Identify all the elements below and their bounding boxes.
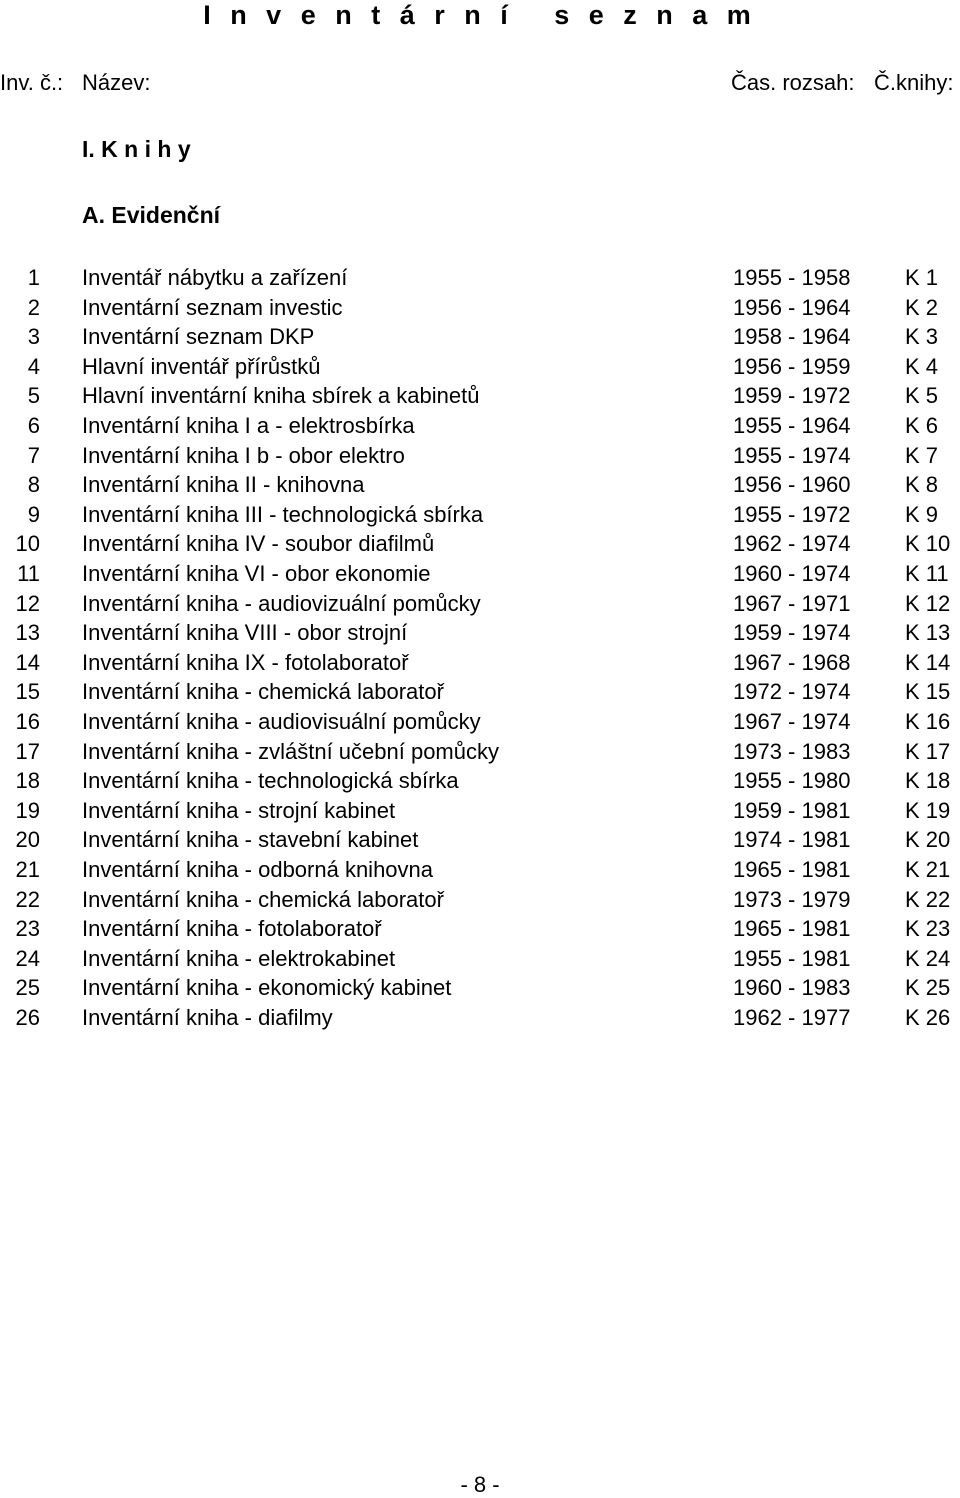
list-item [0, 1005, 960, 1035]
list-item [0, 472, 960, 502]
item-time-range: 1962 - 1977 [733, 1005, 851, 1030]
list-item [0, 739, 960, 769]
item-number: 17 [15, 738, 40, 764]
item-book-code: K 3 [905, 324, 939, 350]
list-item [0, 857, 960, 887]
item-number: 3 [27, 324, 40, 350]
page-title: I n v e n t á r n í s e z n a m [203, 0, 757, 30]
item-name: Inventární kniha - diafilmy [82, 1005, 333, 1030]
list-item [0, 709, 960, 739]
item-book-code: K 2 [905, 294, 939, 320]
item-book-code: K 11 [905, 561, 949, 586]
item-time-range: 1973 - 1979 [733, 886, 851, 912]
item-number: 5 [27, 383, 40, 409]
item-number: 1 [27, 265, 40, 290]
item-number: 19 [15, 797, 40, 823]
item-book-code: K 16 [905, 709, 951, 734]
item-number: 4 [27, 353, 40, 379]
item-number: 7 [27, 442, 40, 468]
list-item [0, 916, 960, 946]
list-item [0, 443, 960, 473]
item-name: Inventární kniha - chemická laboratoř [82, 679, 444, 705]
item-number: 25 [15, 975, 40, 1001]
item-book-code: K 20 [905, 827, 951, 853]
item-name: Inventární kniha - odborná knihovna [82, 857, 434, 882]
item-number: 12 [15, 590, 40, 616]
item-number: 16 [15, 709, 40, 734]
item-name: Inventární kniha VIII - obor strojní [82, 620, 408, 646]
item-time-range: 1955 - 1980 [733, 768, 851, 794]
item-book-code: K 17 [905, 738, 951, 764]
item-number: 14 [15, 649, 40, 675]
item-book-code: K 15 [905, 679, 951, 705]
item-time-range: 1973 - 1983 [733, 738, 851, 764]
item-book-code: K 26 [905, 1005, 951, 1030]
item-time-range: 1967 - 1971 [733, 590, 851, 616]
item-name: Inventární seznam DKP [82, 324, 315, 350]
item-name: Inventární kniha I a - elektrosbírka [82, 413, 415, 438]
item-number: 13 [15, 620, 40, 646]
item-name: Inventární seznam investic [82, 294, 343, 320]
item-book-code: K 5 [905, 383, 939, 409]
item-time-range: 1965 - 1981 [733, 857, 851, 882]
list-item [0, 620, 960, 650]
list-item [0, 591, 960, 621]
header-name: Název: [82, 70, 151, 95]
list-item [0, 650, 960, 680]
item-book-code: K 21 [905, 857, 951, 882]
page-number: - 8 - [460, 1472, 500, 1497]
list-item [0, 531, 960, 561]
item-time-range: 1972 - 1974 [733, 679, 851, 705]
list-item [0, 502, 960, 532]
list-item [0, 887, 960, 917]
list-item [0, 354, 960, 384]
list-item [0, 383, 960, 413]
item-name: Inventární kniha I b - obor elektro [82, 442, 405, 468]
item-name: Inventární kniha - strojní kabinet [82, 797, 396, 823]
item-name: Inventární kniha - audiovisuální pomůcky [82, 709, 481, 734]
list-item [0, 798, 960, 828]
subsection-heading: A. Evidenční [82, 202, 221, 228]
header-inv-number: Inv. č.: [0, 70, 64, 95]
item-time-range: 1959 - 1974 [733, 620, 851, 646]
item-number: 11 [17, 561, 40, 586]
item-time-range: 1959 - 1981 [733, 797, 851, 823]
item-time-range: 1955 - 1974 [733, 442, 851, 468]
item-number: 6 [27, 413, 40, 438]
item-book-code: K 13 [905, 620, 951, 646]
item-time-range: 1956 - 1960 [733, 472, 851, 498]
item-time-range: 1955 - 1958 [733, 265, 851, 290]
item-book-code: K 1 [905, 265, 939, 290]
item-time-range: 1974 - 1981 [733, 827, 851, 853]
item-time-range: 1955 - 1981 [733, 945, 851, 971]
item-book-code: K 19 [905, 797, 951, 823]
item-book-code: K 18 [905, 768, 951, 794]
item-book-code: K 7 [905, 442, 939, 468]
item-name: Hlavní inventární kniha sbírek a kabinetů [82, 383, 480, 409]
item-name: Inventární kniha - zvláštní učební pomůcky [82, 738, 499, 764]
list-item [0, 768, 960, 798]
item-time-range: 1960 - 1983 [733, 975, 851, 1001]
item-name: Inventární kniha - technologická sbírka [82, 768, 459, 794]
item-book-code: K 25 [905, 975, 951, 1001]
item-number: 26 [15, 1005, 40, 1030]
item-name: Inventární kniha VI - obor ekonomie [82, 561, 431, 586]
list-item [0, 265, 960, 295]
item-number: 8 [27, 472, 40, 498]
item-name: Inventární kniha - ekonomický kabinet [82, 975, 452, 1001]
item-time-range: 1967 - 1974 [733, 709, 851, 734]
item-name: Inventární kniha - stavební kabinet [82, 827, 419, 853]
item-time-range: 1956 - 1959 [733, 353, 851, 379]
item-time-range: 1965 - 1981 [733, 916, 851, 942]
header-book-number: Č.knihy: [874, 70, 954, 95]
item-number: 18 [15, 768, 40, 794]
item-number: 10 [15, 531, 40, 557]
item-time-range: 1962 - 1974 [733, 531, 851, 557]
item-number: 23 [15, 916, 40, 942]
item-time-range: 1956 - 1964 [733, 294, 851, 320]
item-number: 2 [27, 294, 40, 320]
item-time-range: 1959 - 1972 [733, 383, 851, 409]
list-item [0, 561, 960, 591]
header-time-range: Čas. rozsah: [731, 70, 855, 95]
item-name: Inventární kniha II - knihovna [82, 472, 365, 498]
item-time-range: 1955 - 1964 [733, 413, 851, 438]
item-book-code: K 12 [905, 590, 951, 616]
list-item [0, 679, 960, 709]
list-item [0, 946, 960, 976]
list-item [0, 295, 960, 325]
item-time-range: 1960 - 1974 [733, 561, 851, 586]
item-number: 20 [15, 827, 40, 853]
item-name: Inventář nábytku a zařízení [82, 265, 348, 290]
section-heading: I. K n i h y [82, 136, 191, 162]
item-number: 21 [15, 857, 40, 882]
item-book-code: K 24 [905, 945, 951, 971]
item-book-code: K 14 [905, 649, 951, 675]
list-item [0, 827, 960, 857]
item-name: Inventární kniha - elektrokabinet [82, 945, 396, 971]
item-time-range: 1958 - 1964 [733, 324, 851, 350]
item-time-range: 1967 - 1968 [733, 649, 851, 675]
item-number: 15 [15, 679, 40, 705]
item-book-code: K 8 [905, 472, 939, 498]
item-book-code: K 22 [905, 886, 951, 912]
list-item [0, 324, 960, 354]
item-name: Inventární kniha III - technologická sbírka [82, 501, 484, 527]
item-name: Inventární kniha - audiovizuální pomůcky [82, 590, 481, 616]
item-number: 24 [15, 945, 40, 971]
item-number: 9 [27, 501, 40, 527]
item-name: Inventární kniha IV - soubor diafilmů [82, 531, 435, 557]
item-name: Inventární kniha - chemická laboratoř [82, 886, 444, 912]
item-time-range: 1955 - 1972 [733, 501, 851, 527]
item-book-code: K 23 [905, 916, 951, 942]
item-book-code: K 4 [905, 353, 939, 379]
item-name: Inventární kniha IX - fotolaboratoř [82, 649, 409, 675]
list-item [0, 413, 960, 443]
item-number: 22 [15, 886, 40, 912]
list-item [0, 975, 960, 1005]
item-name: Hlavní inventář přírůstků [82, 353, 321, 379]
item-book-code: K 9 [905, 501, 939, 527]
item-book-code: K 10 [905, 531, 951, 557]
item-name: Inventární kniha - fotolaboratoř [82, 916, 382, 942]
item-book-code: K 6 [905, 413, 939, 438]
